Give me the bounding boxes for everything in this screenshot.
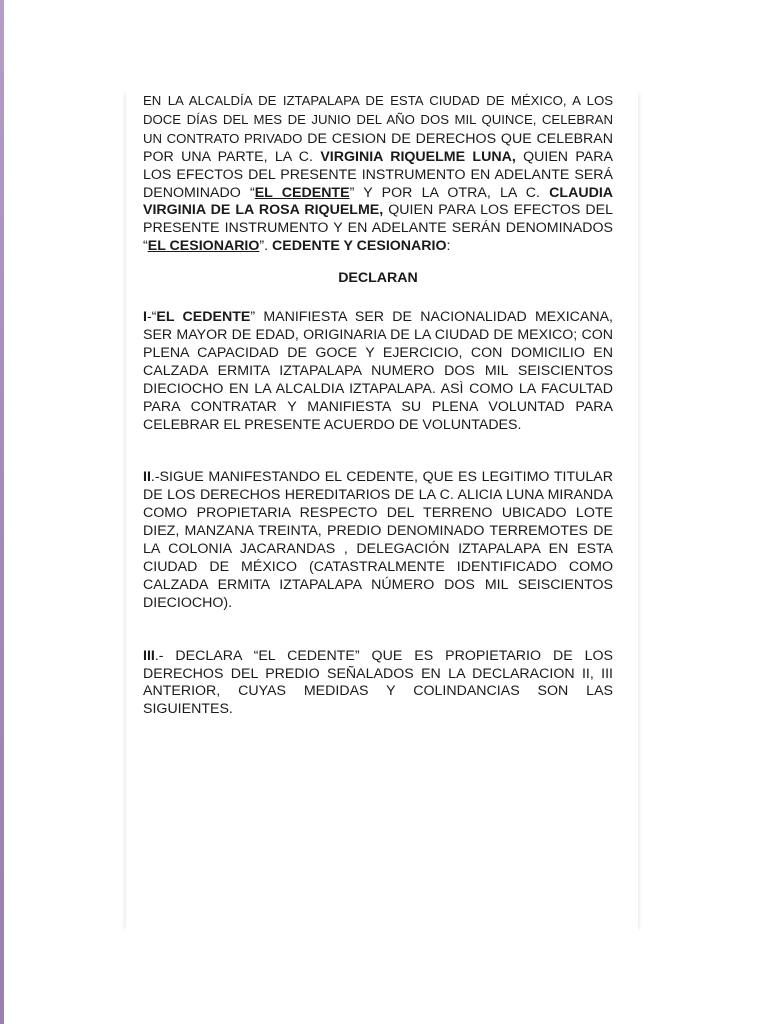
declaration-1-party: EL CEDENTE [156, 309, 251, 326]
declaration-2-text: .-SIGUE MANIFESTANDO EL CEDENTE, QUE ES LEGITIMO TITULAR DE LOS DERECHOS HEREDITARIOS DE LA C. ALICIA LUNA MIRANDA COMO PROPIETARIA RESPECTO DEL TERRENO UBICADO LOTE DIEZ, MANZANA TREINTA, PREDIO DENOMINADO TERREMOTES DE LA COLONIA JACARANDAS , DELEGACIÓN IZTAPALAPA EN ESTA CIUDAD DE MÉXICO (CATASTRALMENTE IDENTIFICADO COMO CALZADA ERMITA IZTAPALAPA NÚMERO DOS MIL SEISCIENTOS DIECIOCHO). [143, 469, 613, 611]
declaration-1-dash: -“ [146, 309, 157, 326]
declaration-3-text: .- DECLARA “EL CEDENTE” QUE ES PROPIETARIO DE LOS DERECHOS DEL PREDIO SEÑALADOS EN LA DECLARACION II, III ANTERIOR, CUYAS MEDIDAS Y COLINDANCIAS SON LAS SIGUIENTES. [143, 647, 613, 718]
intro-text-5: QUIEN PARA LOS EFECTOS DEL PRESENTE INSTRUMENTO Y EN ADELANTE SERÁN DENOMINADOS “ [143, 202, 613, 255]
term-el-cesionario: EL CESIONARIO [147, 238, 260, 255]
declaration-3 [143, 648, 613, 720]
intro-text-7: : [446, 238, 451, 255]
intro-text-4: ” Y POR LA OTRA, LA C. [349, 184, 550, 201]
intro-text-3: QUIEN PARA LOS EFECTOS DEL PRESENTE INSTRUMENTO EN ADELANTE SERÁ DENOMINADO “ [143, 148, 613, 201]
document-page [126, 90, 638, 932]
declaration-1-numeral: I [143, 309, 147, 326]
declaration-2-numeral: II [143, 469, 151, 486]
section-heading-declaran: DECLARAN [338, 270, 418, 287]
intro-text-2: DE CESION DE DERECHOS QUE CELEBRAN POR UNA PARTE, LA C. [143, 130, 613, 165]
term-el-cedente: EL CEDENTE [254, 184, 350, 201]
declaration-2 [143, 469, 613, 612]
left-accent-bar [0, 0, 4, 1024]
declaration-3-numeral: III [143, 647, 155, 664]
page-content [143, 92, 613, 719]
intro-paragraph [143, 92, 613, 256]
term-cedente-y-cesionario: CEDENTE Y CESIONARIO [272, 238, 447, 255]
declaration-1-text: ” MANIFIESTA SER DE NACIONALIDAD MEXICANA, SER MAYOR DE EDAD, ORIGINARIA DE LA CIUDAD DE MEXICO; CON PLENA CAPACIDAD DE GOCE Y EJERCICIO, CON DOMICILIO EN CALZADA ERMITA IZTAPALAPA NUMERO DOS MIL SEISCIENTOS DIECIOCHO EN LA ALCALDIA IZTAPALAPA. ASÌ COMO LA FACULTAD PARA CONTRATAR Y MANIFIESTA SU PLENA VOLUNTAD PARA CELEBRAR EL PRESENTE ACUERDO DE VOLUNTADES. [143, 309, 613, 433]
declaration-1 [143, 309, 613, 434]
intro-text-6: ”. [259, 238, 273, 255]
party-name-claudia: CLAUDIA VIRGINIA DE LA ROSA RIQUELME, [143, 184, 614, 219]
intro-text-1: EN LA ALCALDÍA DE IZTAPALAPA DE ESTA CIUDAD DE MÉXICO, A LOS DOCE DÍAS DEL MES DE JUNIO DEL AÑO DOS MIL QUINCE, CELEBRAN UN CONTRATO PRIVADO [143, 93, 613, 146]
party-name-virginia: VIRGINIA RIQUELME LUNA, [320, 148, 516, 165]
